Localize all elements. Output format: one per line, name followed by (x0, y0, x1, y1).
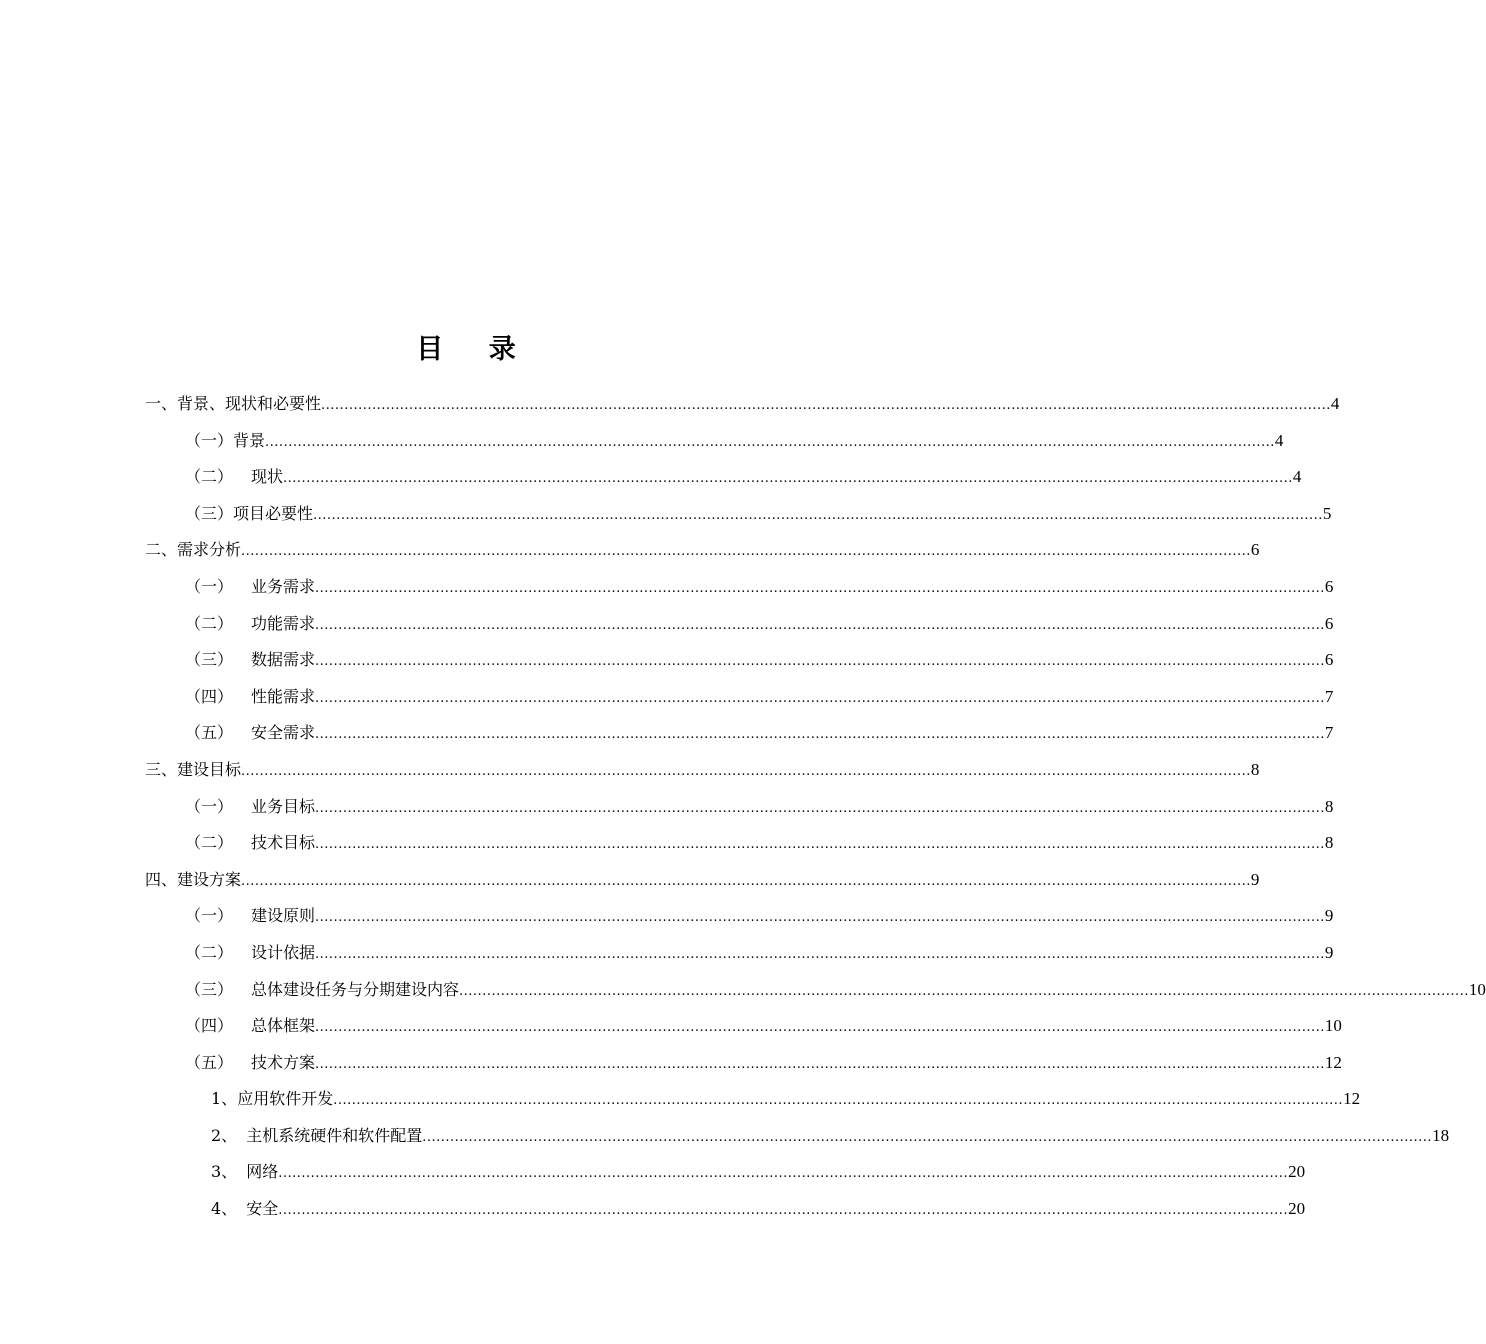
toc-entry-page: 9 (1324, 906, 1334, 926)
toc-entry-page: 20 (1288, 1199, 1306, 1219)
toc-entry-page: 5 (1322, 503, 1332, 523)
dot-leader: .......................................................................................................................................................................................................................... (315, 654, 1325, 670)
toc-entry-label: 现状 (251, 467, 284, 487)
toc-entry[interactable] (145, 1118, 1450, 1155)
toc-entry-label: 网络 (246, 1162, 279, 1182)
toc-entry-number: （三） (185, 650, 234, 670)
toc-entry[interactable] (145, 569, 1334, 606)
toc-list (145, 386, 1486, 1228)
toc-entry-page: 6 (1324, 650, 1334, 670)
toc-entry-number: （二） (185, 942, 234, 962)
toc-entry-page: 6 (1250, 540, 1260, 560)
toc-entry[interactable] (145, 423, 1284, 460)
toc-entry-label: 总体建设任务与分期建设内容 (251, 979, 460, 999)
dot-leader: .......................................................................................................................................................................................................................... (315, 690, 1325, 706)
toc-entry-label: 安全 (246, 1199, 279, 1219)
toc-entry-page: 4 (1292, 467, 1302, 487)
dot-leader: .......................................................................................................................................................................................................................... (459, 983, 1469, 999)
toc-entry-label: 建设方案 (177, 869, 242, 889)
dot-leader: .......................................................................................................................................................................................................................... (315, 837, 1325, 853)
toc-entry-label: 设计依据 (251, 942, 316, 962)
toc-entry-label: 项目必要性 (233, 503, 314, 523)
toc-entry-page: 9 (1250, 869, 1260, 889)
toc-entry[interactable] (145, 715, 1334, 752)
toc-entry-number: （四） (185, 686, 234, 706)
toc-entry[interactable] (145, 1008, 1342, 1045)
toc-entry-number: （二） (185, 467, 234, 487)
dot-leader: .......................................................................................................................................................................................................................... (278, 1203, 1289, 1219)
toc-entry-page: 20 (1288, 1162, 1306, 1182)
toc-entry-number: 3、 (211, 1162, 238, 1182)
toc-entry-page: 9 (1324, 942, 1334, 962)
dot-leader: .......................................................................................................................................................................................................................... (315, 727, 1325, 743)
toc-entry[interactable] (145, 386, 1340, 423)
dot-leader: .......................................................................................................................................................................................................................... (241, 763, 1251, 779)
toc-entry[interactable] (145, 532, 1260, 569)
dot-leader: .......................................................................................................................................................................................................................... (241, 873, 1251, 889)
toc-entry-label: 业务目标 (251, 796, 316, 816)
toc-entry[interactable] (145, 898, 1334, 935)
toc-entry-page: 12 (1324, 1052, 1342, 1072)
toc-entry-page: 4 (1330, 394, 1340, 413)
toc-entry-number: （三） (185, 503, 234, 523)
toc-entry-number: （一） (185, 430, 234, 450)
toc-entry-page: 8 (1324, 833, 1334, 853)
toc-entry-number: 一、 (145, 394, 178, 413)
dot-leader: .......................................................................................................................................................................................................................... (333, 1093, 1344, 1109)
dot-leader: .......................................................................................................................................................................................................................... (422, 1129, 1433, 1145)
dot-leader: .......................................................................................................................................................................................................................... (283, 471, 1293, 487)
toc-entry[interactable] (145, 642, 1334, 679)
page-title: 目 录 (416, 334, 534, 365)
toc-entry-page: 10 (1468, 979, 1486, 999)
toc-entry-number: （三） (185, 979, 234, 999)
toc-entry[interactable] (145, 459, 1302, 496)
toc-entry[interactable] (145, 1191, 1306, 1228)
toc-entry-page: 6 (1324, 613, 1334, 633)
toc-entry[interactable] (145, 679, 1334, 716)
toc-entry-number: （四） (185, 1016, 234, 1036)
toc-entry-label: 背景 (233, 430, 266, 450)
toc-entry[interactable] (145, 752, 1260, 789)
toc-entry[interactable] (145, 606, 1334, 643)
toc-entry-label: 技术方案 (251, 1052, 316, 1072)
dot-leader: .......................................................................................................................................................................................................................... (315, 617, 1325, 633)
toc-entry[interactable] (145, 789, 1334, 826)
toc-entry-page: 12 (1343, 1089, 1361, 1109)
toc-entry-label: 建设目标 (177, 759, 242, 779)
toc-entry-number: 三、 (145, 759, 178, 779)
toc-entry-label: 需求分析 (177, 540, 242, 560)
toc-entry-number: （一） (185, 796, 234, 816)
toc-entry-number: 二、 (145, 540, 178, 560)
toc-entry[interactable] (145, 825, 1334, 862)
toc-entry-page: 7 (1324, 723, 1334, 743)
toc-entry-label: 总体框架 (251, 1016, 316, 1036)
toc-entry-number: 1、 (211, 1089, 238, 1109)
toc-entry[interactable] (145, 862, 1260, 899)
dot-leader: .......................................................................................................................................................................................................................... (315, 946, 1325, 962)
toc-entry[interactable] (145, 1154, 1306, 1191)
toc-entry[interactable] (145, 496, 1332, 533)
dot-leader: .......................................................................................................................................................................................................................... (315, 1020, 1325, 1036)
toc-entry-page: 8 (1324, 796, 1334, 816)
toc-entry[interactable] (145, 1081, 1361, 1118)
toc-entry-label: 业务需求 (251, 576, 316, 596)
toc-entry-label: 主机系统硬件和软件配置 (246, 1125, 423, 1145)
dot-leader: .......................................................................................................................................................................................................................... (315, 1056, 1325, 1072)
toc-entry-page: 10 (1324, 1016, 1342, 1036)
toc-entry-number: （一） (185, 576, 234, 596)
toc-entry[interactable] (145, 972, 1486, 1009)
dot-leader: .......................................................................................................................................................................................................................... (241, 544, 1251, 560)
toc-entry-number: 四、 (145, 869, 178, 889)
toc-entry-label: 数据需求 (251, 650, 316, 670)
toc-entry-label: 建设原则 (251, 906, 316, 926)
toc-entry-number: （五） (185, 1052, 234, 1072)
toc-entry-label: 安全需求 (251, 723, 316, 743)
dot-leader: .......................................................................................................................................................................................................................... (313, 507, 1323, 523)
toc-entry-page: 4 (1274, 430, 1284, 450)
dot-leader: .......................................................................................................................................................................................................................... (265, 434, 1275, 450)
toc-entry-number: （二） (185, 833, 234, 853)
dot-leader: .......................................................................................................................................................................................................................... (321, 398, 1331, 413)
toc-entry-number: （一） (185, 906, 234, 926)
toc-entry-label: 技术目标 (251, 833, 316, 853)
toc-entry-label: 应用软件开发 (237, 1089, 334, 1109)
dot-leader: .......................................................................................................................................................................................................................... (278, 1166, 1289, 1182)
toc-entry[interactable] (145, 935, 1334, 972)
dot-leader: .......................................................................................................................................................................................................................... (315, 580, 1325, 596)
toc-entry-number: （二） (185, 613, 234, 633)
toc-entry-page: 6 (1324, 576, 1334, 596)
toc-entry-page: 8 (1250, 759, 1260, 779)
toc-entry-number: 4、 (211, 1199, 238, 1219)
toc-entry-label: 背景、现状和必要性 (177, 394, 322, 413)
dot-leader: .......................................................................................................................................................................................................................... (315, 910, 1325, 926)
toc-entry[interactable] (145, 1045, 1342, 1082)
toc-entry-number: 2、 (211, 1125, 238, 1145)
dot-leader: .......................................................................................................................................................................................................................... (315, 800, 1325, 816)
toc-entry-page: 7 (1324, 686, 1334, 706)
toc-entry-number: （五） (185, 723, 234, 743)
toc-entry-label: 功能需求 (251, 613, 316, 633)
toc-entry-page: 18 (1432, 1125, 1450, 1145)
toc-entry-label: 性能需求 (251, 686, 316, 706)
